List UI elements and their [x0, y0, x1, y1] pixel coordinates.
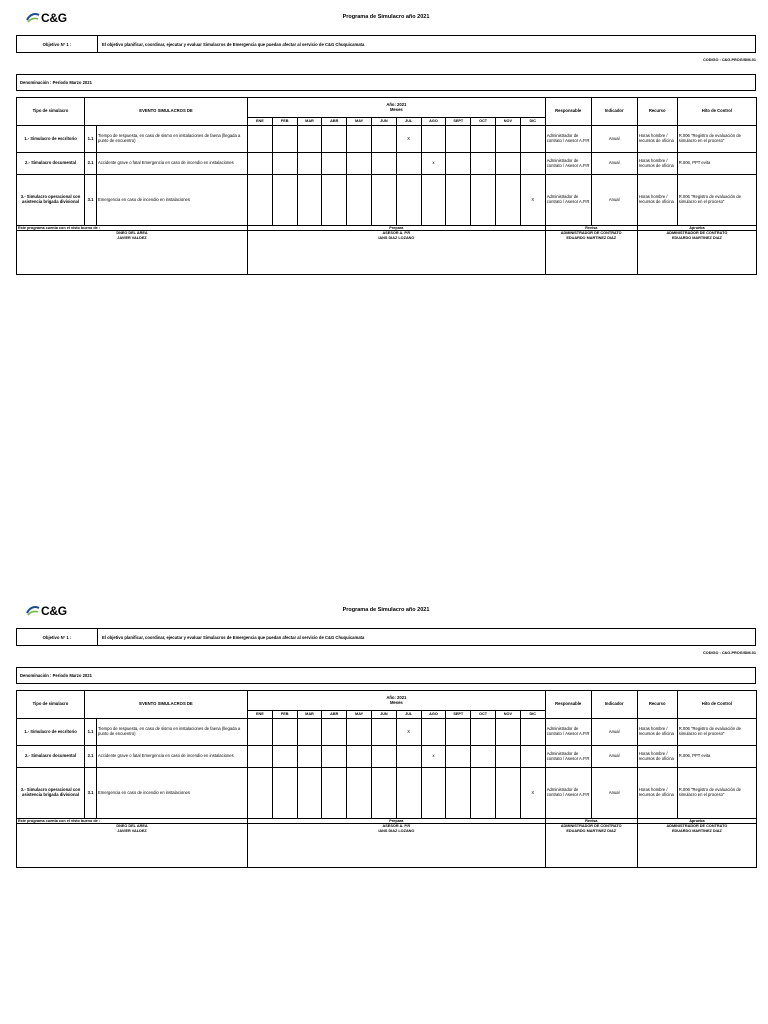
month-cell [272, 126, 297, 153]
row-responsable: Administrador de contrato / Asesor A.P.R [545, 175, 591, 226]
row-indicador: Anual [591, 719, 637, 746]
signatory-role: ASESOR A. P.R [382, 231, 411, 236]
month-header: SEPT [446, 711, 471, 719]
month-header: DIC [520, 118, 545, 126]
logo-text: C&G [41, 604, 67, 618]
month-header: MAY [347, 118, 372, 126]
signature-block-prepara [248, 231, 546, 275]
month-cell [421, 126, 446, 153]
month-cell [322, 768, 347, 819]
month-cell [446, 768, 471, 819]
row-recurso: Horas hombre / recursos de oficina [637, 719, 677, 746]
signatory-name: IANS DIAZ LOZANO [378, 235, 415, 240]
objective-text: El objetivo planificar, coordinar, ejecutar y evaluar Simulacros de Emergencia que puedan afectar al servicio de C&G Chuquicamata [102, 41, 365, 47]
col-header-responsable: Responsable [545, 691, 591, 719]
document-page-2 [16, 601, 756, 833]
month-header: FEB [272, 118, 297, 126]
month-cell [347, 746, 372, 768]
col-header-year [248, 98, 546, 118]
month-cell: X [520, 175, 545, 226]
month-cell [421, 768, 446, 819]
month-header: MAY [347, 711, 372, 719]
month-cell [396, 768, 421, 819]
month-cell [371, 153, 396, 175]
row-recurso: Horas hombre / recursos de oficina [637, 153, 677, 175]
month-cell [371, 746, 396, 768]
row-number: 3.1 [85, 175, 97, 226]
row-responsable: Administrador de contrato / Asesor A.P.R [545, 153, 591, 175]
month-cell [471, 746, 496, 768]
row-evento: Emergencia en caso de incendio en instalaciones [97, 175, 248, 226]
month-cell [347, 719, 372, 746]
page-header [16, 601, 756, 623]
row-indicador: Anual [591, 153, 637, 175]
month-cell [371, 719, 396, 746]
signatory-name: JAVIER VALDEZ [117, 828, 147, 833]
month-cell [495, 746, 520, 768]
denomination: Denominación : Periodo Marzo 2021 [16, 74, 756, 91]
row-hito: R.006, PPT evita [677, 153, 756, 175]
year-label: Año: 2021 [386, 694, 407, 700]
document-code: CODIGO : C&G-PROG/SIM-01 [703, 651, 756, 655]
row-indicador: Anual [591, 126, 637, 153]
month-header: MAR [297, 711, 322, 719]
meses-label: Meses [389, 106, 403, 112]
row-number: 1.1 [85, 126, 97, 153]
month-cell [471, 153, 496, 175]
signatory-name: EDUARDO MARTINEZ DIAZ [672, 235, 722, 240]
year-label: Año: 2021 [386, 101, 407, 107]
month-cell [421, 719, 446, 746]
col-header-hito: Hito de Control [677, 691, 756, 719]
month-cell [322, 746, 347, 768]
row-responsable: Administrador de contrato / Asesor A.P.R [545, 126, 591, 153]
signature-block-area [17, 824, 248, 868]
month-cell [471, 768, 496, 819]
month-header: MAR [297, 118, 322, 126]
row-indicador: Anual [591, 746, 637, 768]
col-header-indicador: Indicador [591, 691, 637, 719]
row-recurso: Horas hombre / recursos de oficina [637, 126, 677, 153]
month-header: JUN [371, 118, 396, 126]
table-row [17, 126, 757, 153]
month-cell [520, 153, 545, 175]
month-cell [471, 126, 496, 153]
month-header: JUL [396, 118, 421, 126]
month-cell [495, 175, 520, 226]
row-responsable: Administrador de contrato / Asesor A.P.R [545, 719, 591, 746]
row-hito: R.006 "Registro de evaluación de simulacro en el proceso" [677, 126, 756, 153]
row-tipo: 2.- Simulacro documental [17, 746, 85, 768]
page-title: Programa de Simulacro año 2021 [342, 607, 430, 613]
month-header: ENE [248, 711, 273, 719]
signatory-role: ADMINISTRADOR DE CONTRATO [560, 824, 622, 829]
col-header-responsable: Responsable [545, 98, 591, 126]
month-cell: x [421, 746, 446, 768]
month-header: OCT [471, 711, 496, 719]
month-cell [495, 768, 520, 819]
row-hito: R.006 "Registro de evaluación de simulacro en el proceso" [677, 175, 756, 226]
col-header-hito: Hito de Control [677, 98, 756, 126]
objective-row [16, 628, 756, 646]
month-cell [297, 768, 322, 819]
table-row [17, 746, 757, 768]
visto-bueno-label: Este programa cuenta con el visto bueno de : [17, 226, 248, 231]
revisa-label: Revisa [545, 819, 637, 824]
row-number: 2.1 [85, 746, 97, 768]
signature-block-revisa [545, 824, 637, 868]
month-header: SEPT [446, 118, 471, 126]
month-cell [446, 746, 471, 768]
month-header: FEB [272, 711, 297, 719]
logo-text: C&G [41, 11, 67, 25]
aprueba-label: Aprueba [637, 819, 756, 824]
row-tipo: 1.- Simulacro de escritorio [17, 719, 85, 746]
row-evento: Emergencia en caso de incendio en instalaciones [97, 768, 248, 819]
program-table [16, 690, 756, 868]
month-header: DIC [520, 711, 545, 719]
month-cell [248, 719, 273, 746]
col-header-evento: EVENTO SIMULACROS DE [85, 691, 248, 719]
month-cell [520, 719, 545, 746]
month-cell [272, 175, 297, 226]
month-cell [322, 719, 347, 746]
month-cell: X [396, 126, 421, 153]
month-header: AGO [421, 711, 446, 719]
signatory-role: ADMINISTRADOR DE CONTRATO [666, 231, 728, 236]
signatory-name: EDUARDO MARTINEZ DIAZ [566, 235, 617, 240]
meses-label: Meses [389, 699, 403, 705]
signature-block-aprueba [637, 824, 756, 868]
row-hito: R.006 "Registro de evaluación de simulacro en el proceso" [677, 768, 756, 819]
row-evento: Accidente grave o fatal Emergencia en caso de incendio en instalaciones [97, 153, 248, 175]
objective-label: Objetivo N° 1 : [17, 36, 98, 52]
signatory-name: JAVIER VALDEZ [117, 235, 147, 240]
row-recurso: Horas hombre / recursos de oficina [637, 746, 677, 768]
month-cell [297, 175, 322, 226]
row-responsable: Administrador de contrato / Asesor A.P.R [545, 768, 591, 819]
signatory-name: EDUARDO MARTINEZ DIAZ [566, 828, 617, 833]
signatory-role: DNEO DEL AREA [116, 231, 148, 236]
signatory-name: EDUARDO MARTINEZ DIAZ [672, 828, 722, 833]
row-evento: Tiempo de respuesta, en caso de sismo en instalaciones de faena (llegada a punto de encuentro) [97, 719, 248, 746]
month-header: OCT [471, 118, 496, 126]
signatory-role: ADMINISTRADOR DE CONTRATO [560, 231, 622, 236]
month-cell: x [421, 153, 446, 175]
col-header-indicador: Indicador [591, 98, 637, 126]
signatory-role: ASESOR A. P.R [382, 824, 411, 829]
table-row [17, 175, 757, 226]
col-header-evento: EVENTO SIMULACROS DE [85, 98, 248, 126]
row-responsable: Administrador de contrato / Asesor A.P.R [545, 746, 591, 768]
col-header-recurso: Recurso [637, 98, 677, 126]
month-cell [322, 175, 347, 226]
month-header: AGO [421, 118, 446, 126]
month-cell [396, 153, 421, 175]
month-cell [520, 126, 545, 153]
month-cell [248, 768, 273, 819]
month-header: ABR [322, 711, 347, 719]
month-cell [322, 126, 347, 153]
row-recurso: Horas hombre / recursos de oficina [637, 175, 677, 226]
month-cell [297, 126, 322, 153]
month-cell [248, 746, 273, 768]
month-header: ENE [248, 118, 273, 126]
signatory-role: ADMINISTRADOR DE CONTRATO [666, 824, 728, 829]
month-cell [347, 768, 372, 819]
month-cell [248, 175, 273, 226]
month-cell [297, 719, 322, 746]
denomination: Denominación : Periodo Marzo 2021 [16, 667, 756, 684]
objective-label: Objetivo N° 1 : [17, 629, 98, 645]
signature-block-revisa [545, 231, 637, 275]
row-indicador: Anual [591, 768, 637, 819]
month-cell [446, 126, 471, 153]
row-hito: R.006, PPT evita [677, 746, 756, 768]
month-header: JUN [371, 711, 396, 719]
month-cell [272, 153, 297, 175]
page-title: Programa de Simulacro año 2021 [342, 14, 430, 20]
month-cell [297, 153, 322, 175]
month-header: NOV [495, 711, 520, 719]
document-page-1 [16, 8, 756, 240]
row-tipo: 3.- Simulacro operacional con asistencia brigada divisional [17, 175, 85, 226]
aprueba-label: Aprueba [637, 226, 756, 231]
row-indicador: Anual [591, 175, 637, 226]
document-code: CODIGO : C&G-PROG/SIM-01 [703, 58, 756, 62]
signatory-role: DNEO DEL AREA [116, 824, 148, 829]
month-cell [446, 175, 471, 226]
month-cell [495, 126, 520, 153]
month-cell [322, 153, 347, 175]
table-row [17, 719, 757, 746]
row-hito: R.006 "Registro de evaluación de simulacro en el proceso" [677, 719, 756, 746]
month-cell [272, 746, 297, 768]
signature-block-area [17, 231, 248, 275]
row-tipo: 2.- Simulacro documental [17, 153, 85, 175]
month-cell [347, 175, 372, 226]
month-cell [471, 719, 496, 746]
month-cell [421, 175, 446, 226]
visto-bueno-label: Este programa cuenta con el visto bueno de : [17, 819, 248, 824]
month-cell [446, 719, 471, 746]
month-cell [396, 746, 421, 768]
month-header: JUL [396, 711, 421, 719]
program-table [16, 97, 756, 275]
col-header-tipo: Tipo de simulacro [17, 691, 85, 719]
month-cell [272, 768, 297, 819]
signatory-name: IANS DIAZ LOZANO [378, 828, 415, 833]
table-row [17, 153, 757, 175]
row-tipo: 3.- Simulacro operacional con asistencia brigada divisional [17, 768, 85, 819]
month-cell [495, 153, 520, 175]
month-cell [396, 175, 421, 226]
month-cell [520, 746, 545, 768]
row-number: 2.1 [85, 153, 97, 175]
month-header: NOV [495, 118, 520, 126]
row-number: 1.1 [85, 719, 97, 746]
row-evento: Accidente grave o fatal Emergencia en caso de incendio en instalaciones [97, 746, 248, 768]
month-cell [495, 719, 520, 746]
month-cell [272, 719, 297, 746]
row-tipo: 1.- Simulacro de escritorio [17, 126, 85, 153]
objective-row [16, 35, 756, 53]
row-number: 3.1 [85, 768, 97, 819]
prepara-label: Prepara [248, 226, 546, 231]
month-cell [371, 126, 396, 153]
month-cell [248, 153, 273, 175]
col-header-tipo: Tipo de simulacro [17, 98, 85, 126]
row-recurso: Horas hombre / recursos de oficina [637, 768, 677, 819]
month-cell [471, 175, 496, 226]
signature-block-aprueba [637, 231, 756, 275]
month-cell [446, 153, 471, 175]
month-cell [248, 126, 273, 153]
row-evento: Tiempo de respuesta, en caso de sismo en instalaciones de faena (llegada a punto de encuentro) [97, 126, 248, 153]
month-cell: X [520, 768, 545, 819]
month-cell [347, 126, 372, 153]
prepara-label: Prepara [248, 819, 546, 824]
revisa-label: Revisa [545, 226, 637, 231]
col-header-year [248, 691, 546, 711]
objective-text: El objetivo planificar, coordinar, ejecutar y evaluar Simulacros de Emergencia que puedan afectar al servicio de C&G Chuquicamata [102, 634, 365, 640]
table-row [17, 768, 757, 819]
month-cell [371, 768, 396, 819]
month-cell [297, 746, 322, 768]
month-cell [371, 175, 396, 226]
col-header-recurso: Recurso [637, 691, 677, 719]
month-cell: X [396, 719, 421, 746]
signature-block-prepara [248, 824, 546, 868]
page-header [16, 8, 756, 30]
month-cell [347, 153, 372, 175]
month-header: ABR [322, 118, 347, 126]
